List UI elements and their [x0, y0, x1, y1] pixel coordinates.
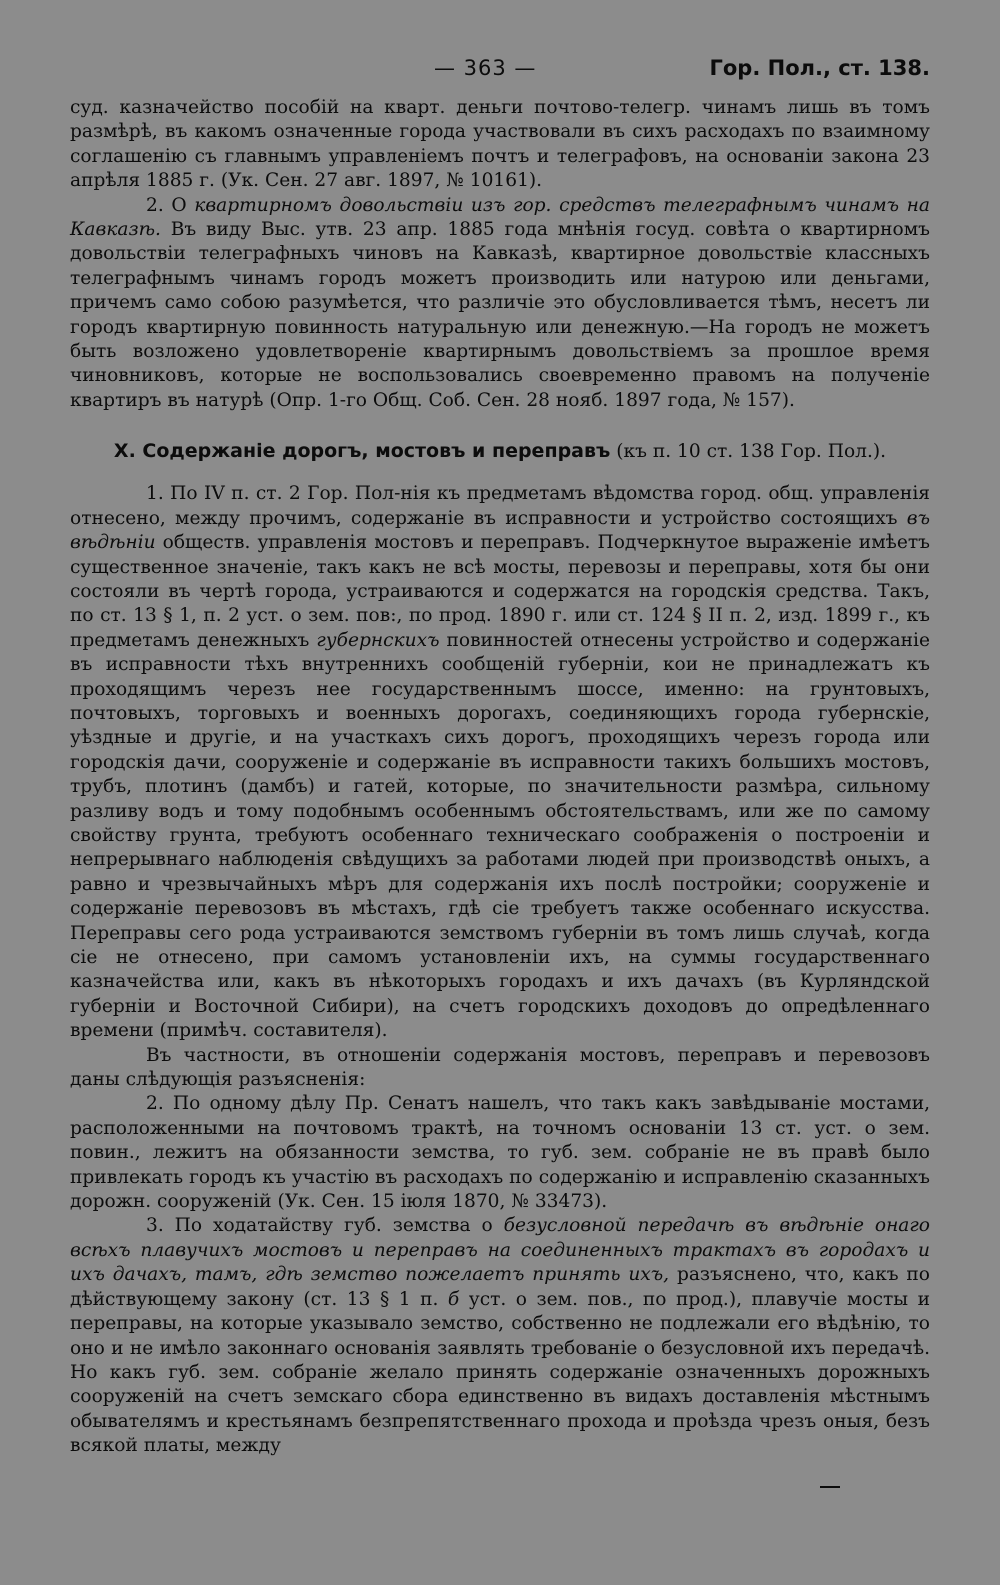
paragraph-clarifications: Въ частности, въ отношеніи содержанія мостовъ, переправъ и перевозовъ даны слѣдующія разъясненія:: [70, 1044, 930, 1091]
text-run: повинностей отнесены устройство и содержаніе въ исправности тѣхъ внутреннихъ сообщеній губерніи, кои не принадлежатъ къ проходящимъ черезъ нее государственнымъ шоссе, именно: на грунтовыхъ, почтовыхъ, торговыхъ и военныхъ дорогахъ, соединяющихъ города губернскіе, уѣздные и другіе, и на участкахъ сихъ дорогъ, проходящихъ черезъ города или городскія дачи, сооруженіе и содержаніе въ исправности такихъ большихъ мостовъ, трубъ, плотинъ (дамбъ) и гатей, которые, по значительности размѣра, сильному разливу водъ и тому подобнымъ особеннымъ обстоятельствамъ, или же по самому свойству грунта, требуютъ особеннаго техническаго соображенія о построеніи и непрерывнаго наблюденія свѣдущихъ за работами людей при производствѣ оныхъ, а равно и чрезвычайныхъ мѣръ для содержанія ихъ послѣ постройки; сооруженіе и содержаніе перевозовъ въ мѣстахъ, гдѣ сіе требуетъ также особеннаго искусства. Переправы сего рода устраиваются земствомъ губерніи въ томъ лишь случаѣ, когда сіе не отнесено, при самомъ установленіи ихъ, на суммы государственнаго казначейства или, какъ въ нѣкоторыхъ городахъ и ихъ дачахъ (въ Курляндской губерніи и Восточной Сибири), на счетъ городскихъ доходовъ до опредѣленнаго времени (примѣч. составителя).: [70, 629, 930, 1042]
footer-dash-mark: [820, 1486, 840, 1488]
text-run: 1. По IV п. ст. 2 Гор. Пол-нія къ предметамъ вѣдомства город. общ. управленія отнесено, между прочимъ, содержаніе въ исправности и устройство состоящихъ: [70, 483, 930, 529]
italic-run: б: [447, 1288, 460, 1310]
text-run: уст. о зем. пов., по прод.), плавучіе мосты и переправы, на которые указывало земство, собственно не подлежали его вѣдѣнію, то оно и не имѣло законнаго основанія заявлять требованіе о безусловной ихъ передачѣ. Но какъ губ. зем. собраніе желало принять содержаніе означенныхъ дорожныхъ сооруженій на счетъ земскаго сбора единственно въ видахъ доставленія мѣстнымъ обывателямъ и крестьянамъ безпрепятственнаго прохода и проѣзда чрезъ оныя, безъ всякой платы, между: [70, 1288, 930, 1457]
paragraph-number: 2. О: [146, 194, 195, 216]
paragraph-2-senate: 2. По одному дѣлу Пр. Сенатъ нашелъ, что такъ какъ завѣдываніе мостами, расположенными на почтовомъ трактѣ, на точномъ основаніи 13 ст. уст. о зем. повин., лежитъ на обязанности земства, то губ. зем. собраніе не въ правѣ было привлекать городъ къ участію въ расходахъ по содержанію и исправленію сказанныхъ дорожн. сооруженій (Ук. Сен. 15 іюля 1870, № 33473).: [70, 1093, 930, 1213]
paragraph-1-roads: [70, 482, 930, 1043]
paragraph-text: Въ виду Выс. утв. 23 апр. 1885 года мнѣнія госуд. совѣта о квартирномъ довольствіи телеграфныхъ чиновъ на Кавказѣ, квартирное довольствіе классныхъ телеграфнымъ чинамъ городъ можетъ производить или натурою или деньгами, причемъ само собою разумѣется, что различіе это обусловливается тѣмъ, несетъ ли городъ квартирную повинность натуральную или денежную.—На городъ не можетъ быть возложено удовлетвореніе квартирнымъ довольствіемъ за прошлое время чиновниковъ, которые не воспользовались своевременно правомъ на полученіе квартиръ въ натурѣ (Опр. 1-го Общ. Соб. Сен. 28 нояб. 1897 года, № 157).: [70, 219, 930, 411]
section-title: X. Содержаніе дорогъ, мостовъ и переправъ: [113, 440, 611, 463]
paragraph-2-telegraph: [70, 194, 930, 414]
italic-run: губернскихъ: [316, 629, 440, 651]
italic-run: въ вѣдѣніи: [70, 507, 930, 554]
text-run: обществ. управленія мостовъ и переправъ. Подчеркнутое выраженіе имѣетъ существенное значеніе, такъ какъ не всѣ мосты, перевозы и переправы, хотя бы они состояли въ чертѣ города, устраиваются и содержатся на городскія средства. Такъ, по ст. 13 § 1, п. 2 уст. о зем. пов:, по прод. 1890 г. или ст. 124 § II п. 2, изд. 1899 г., къ предметамъ денежныхъ: [70, 532, 930, 651]
text-run: разъяснено, что, какъ по дѣйствующему закону (ст. 13 § 1 п.: [70, 1264, 930, 1310]
page-header: [70, 56, 930, 96]
document-page: [70, 56, 930, 1459]
italic-run: безусловной передачѣ въ вѣдѣніе онаго всѣхъ плавучихъ мостовъ и переправъ на соединенныхъ трактахъ въ городахъ и ихъ дачахъ, тамъ, гдѣ земство пожелаетъ принять ихъ,: [70, 1215, 930, 1286]
section-reference: (къ п. 10 ст. 138 Гор. Пол.).: [610, 441, 887, 463]
page-number: — 363 —: [434, 56, 537, 80]
running-head: Гор. Пол., ст. 138.: [709, 56, 930, 80]
paragraph-continuation: суд. казначейство пособій на кварт. деньги почтово-телегр. чинамъ лишь въ томъ размѣрѣ, въ какомъ означенные города участвовали въ сихъ расходахъ по взаимному соглашенію съ главнымъ управленіемъ почтъ и телеграфовъ, на основаніи закона 23 апрѣля 1885 г. (Ук. Сен. 27 авг. 1897, № 10161).: [70, 97, 930, 192]
text-run: 3. По ходатайству губ. земства о: [146, 1215, 504, 1237]
section-heading: [70, 439, 930, 464]
paragraph-3-zemstvo: [70, 1214, 930, 1458]
paragraph-title: квартирномъ довольствіи изъ гор. средствъ телеграфнымъ чинамъ на Кавказѣ.: [70, 194, 930, 241]
